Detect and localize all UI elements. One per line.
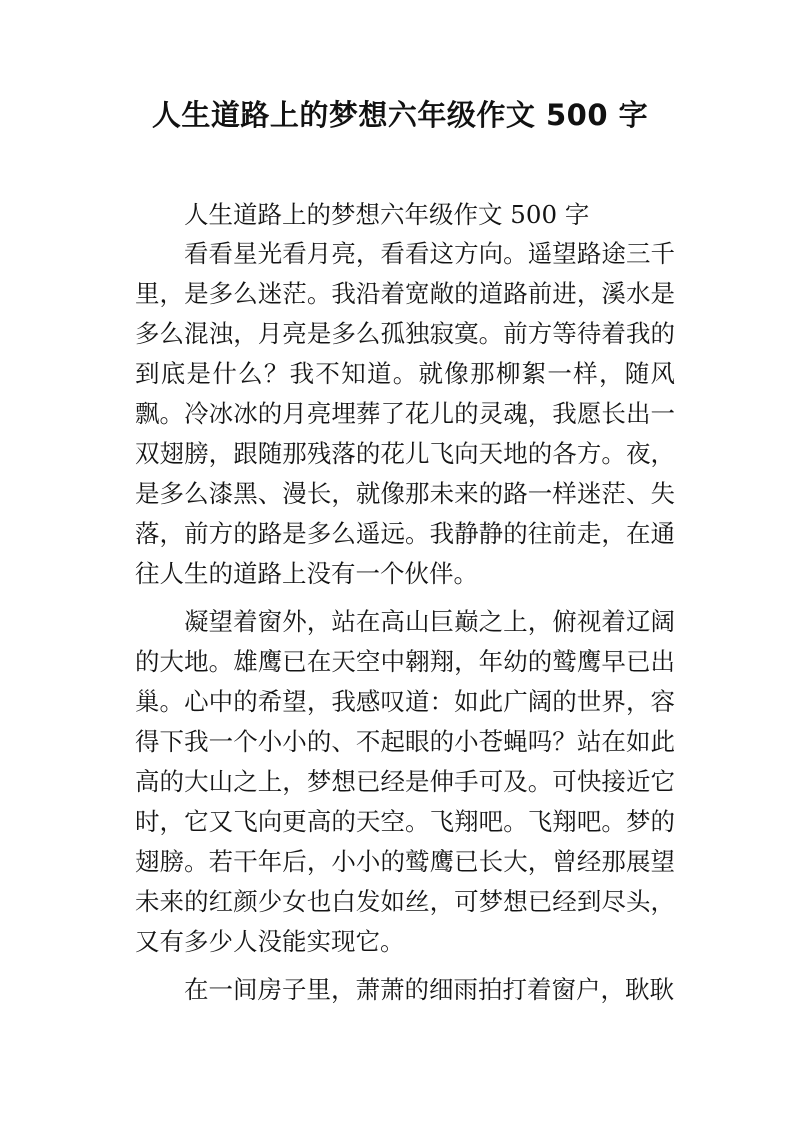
- document-title: 人生道路上的梦想六年级作文 500 字: [151, 98, 649, 132]
- paragraph-subtitle: 人生道路上的梦想六年级作文 500 字: [184, 200, 590, 229]
- document-body: [135, 196, 675, 1010]
- paragraph-1: 看看星光看月亮，看看这方向。遥望路途三千里，是多么迷茫。我沿着宽敞的道路前进，溪水是多么混浊，月亮是多么孤独寂寞。前方等待着我的到底是什么？我不知道。就像那柳絮一样，随风飘。冷冰冰的月亮埋葬了花儿的灵魂，我愿长出一双翅膀，跟随那残落的花儿飞向天地的各方。夜，是多么漆黑、漫长，就像那未来的路一样迷茫、失落，前方的路是多么遥远。我静静的往前走，在通往人生的道路上没有一个伙伴。: [135, 239, 675, 588]
- paragraph-3: 在一间房子里，萧萧的细雨拍打着窗户，耿耿: [184, 975, 674, 1004]
- paragraph-2: 凝望着窗外，站在高山巨巅之上，俯视着辽阔的大地。雄鹰已在天空中翱翔，年幼的鹫鹰早已出巢。心中的希望，我感叹道：如此广阔的世界，容得下我一个小小的、不起眼的小苍蝇吗？站在如此高的大山之上，梦想已经是伸手可及。可快接近它时，它又飞向更高的天空。飞翔吧。飞翔吧。梦的翅膀。若干年后，小小的鹫鹰已长大，曾经那展望未来的红颜少女也白发如丝，可梦想已经到尽头，又有多少人没能实现它。: [135, 607, 675, 956]
